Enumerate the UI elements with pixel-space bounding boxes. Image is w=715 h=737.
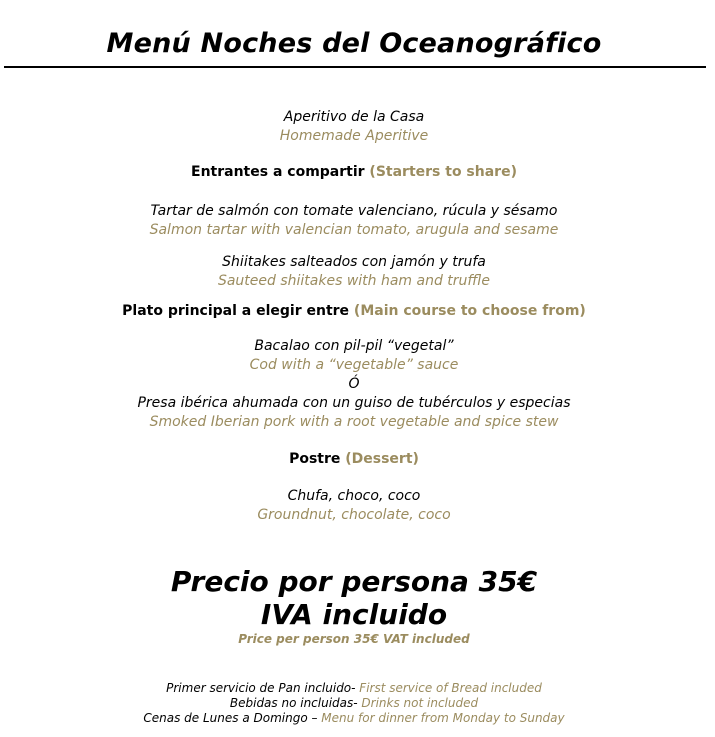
dessert-heading-en: (Dessert)	[345, 451, 419, 467]
starter-1-es: Tartar de salmón con tomate valenciano, rúcula y sésamo	[150, 203, 558, 219]
footer-line-2	[0, 696, 708, 711]
main-option-1-en: Cod with a “vegetable” sauce	[249, 357, 459, 373]
main-heading-es: Plato principal a elegir entre	[122, 303, 350, 319]
footer-line-3	[0, 711, 708, 726]
footer-line-1	[0, 681, 708, 696]
price-block	[0, 565, 708, 647]
dessert-es: Chufa, choco, coco	[287, 488, 421, 504]
main-heading-en: (Main course to choose from)	[353, 303, 586, 319]
appetizer-es: Aperitivo de la Casa	[283, 109, 425, 125]
footer-1-es: Primer servicio de Pan incluido-	[166, 681, 360, 695]
main-heading	[0, 302, 708, 321]
starter-2-es: Shiitakes salteados con jamón y trufa	[222, 254, 486, 270]
dessert-heading	[0, 450, 708, 469]
price-line-2: IVA incluido	[260, 598, 448, 631]
starters-heading	[0, 163, 708, 182]
starter-item-1	[0, 202, 708, 240]
footer-1-en: First service of Bread included	[359, 681, 542, 695]
footer-2-en: Drinks not included	[361, 696, 479, 710]
main-options	[0, 337, 708, 432]
main-option-2-es: Presa ibérica ahumada con un guiso de tubérculos y especias	[137, 395, 571, 411]
appetizer-en: Homemade Aperitive	[279, 128, 429, 144]
starters-heading-en: (Starters to share)	[369, 164, 517, 180]
footer-notes	[0, 681, 708, 726]
title-divider	[4, 66, 706, 68]
appetizer-block	[0, 108, 708, 146]
starter-2-en: Sauteed shiitakes with ham and truffle	[217, 273, 491, 289]
main-option-1-es: Bacalao con pil-pil “vegetal”	[254, 338, 454, 354]
main-option-2-en: Smoked Iberian pork with a root vegetable and spice stew	[149, 414, 559, 430]
footer-2-es: Bebidas no incluidas-	[229, 696, 362, 710]
dessert-item	[0, 487, 708, 525]
footer-3-en: Menu for dinner from Monday to Sunday	[321, 711, 565, 725]
price-line-1: Precio por persona 35€	[170, 565, 538, 598]
dessert-en: Groundnut, chocolate, coco	[257, 507, 451, 523]
starter-1-en: Salmon tartar with valencian tomato, arugula and sesame	[149, 222, 559, 238]
menu-title: Menú Noches del Oceanográfico	[106, 28, 602, 59]
footer-3-es: Cenas de Lunes a Domingo –	[143, 711, 322, 725]
main-or: Ó	[348, 376, 360, 392]
price-en: Price per person 35€ VAT included	[238, 632, 470, 646]
starters-heading-es: Entrantes a compartir	[191, 164, 365, 180]
dessert-heading-es: Postre	[289, 451, 341, 467]
starter-item-2	[0, 253, 708, 291]
